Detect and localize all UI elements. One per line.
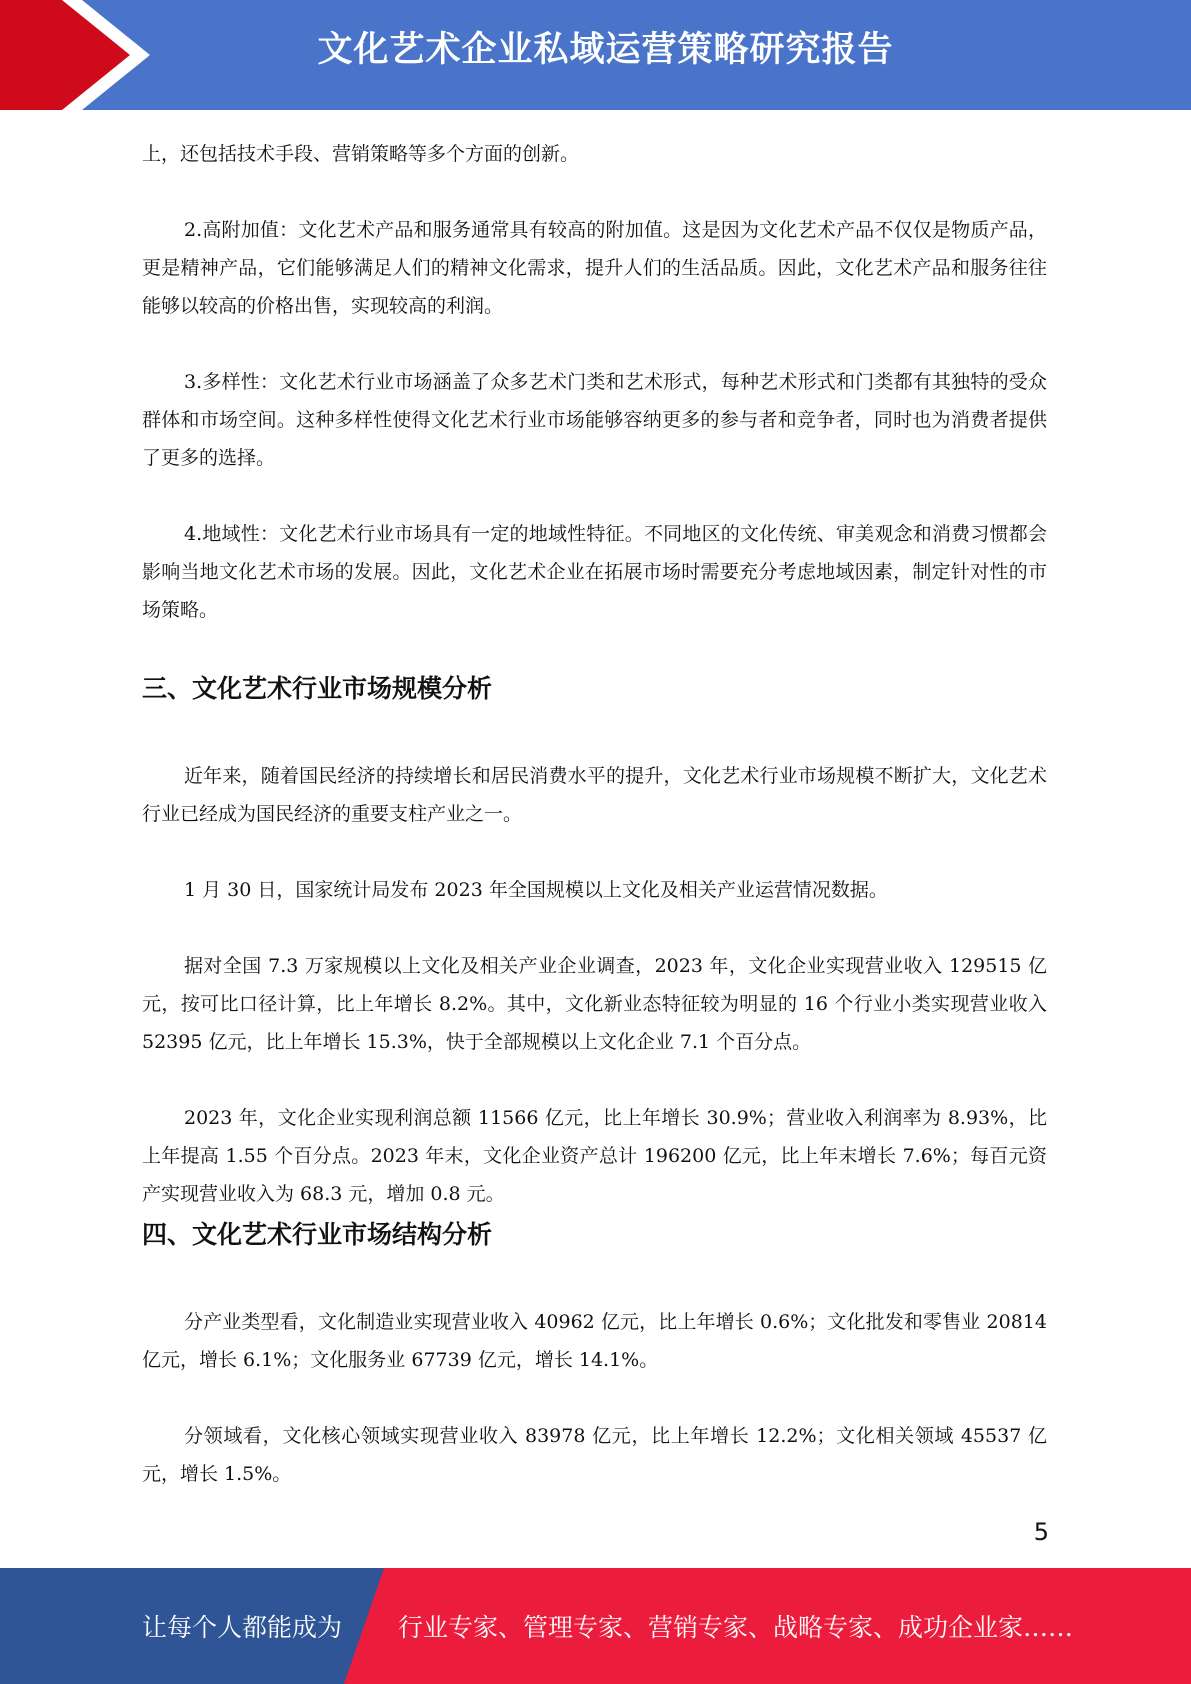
paragraph-high-value: 2.高附加值：文化艺术产品和服务通常具有较高的附加值。这是因为文化艺术产品不仅仅是物质产品，更是精神产品，它们能够满足人们的精神文化需求，提升人们的生活品质。因此，文化艺术产品和服务往往能够以较高的价格出售，实现较高的利润。 <box>142 219 1047 317</box>
report-header <box>0 0 1191 110</box>
paragraph-statistics-release: 1 月 30 日，国家统计局发布 2023 年全国规模以上文化及相关产业运营情况数据。 <box>184 879 888 901</box>
document-body <box>142 135 1047 1493</box>
footer-slogan-left: 让每个人都能成为 <box>142 1613 343 1642</box>
page-number: 5 <box>1033 1518 1049 1546</box>
paragraph-diversity: 3.多样性：文化艺术行业市场涵盖了众多艺术门类和艺术形式，每种艺术形式和门类都有其独特的受众群体和市场空间。这种多样性使得文化艺术行业市场能够容纳更多的参与者和竞争者，同时也为消费者提供了更多的选择。 <box>142 371 1047 469</box>
section-heading-market-size: 三、文化艺术行业市场规模分析 <box>142 674 493 703</box>
paragraph-continuation: 上，还包括技术手段、营销策略等多个方面的创新。 <box>142 143 580 165</box>
paragraph-regional: 4.地域性：文化艺术行业市场具有一定的地域性特征。不同地区的文化传统、审美观念和消费习惯都会影响当地文化艺术市场的发展。因此，文化艺术企业在拓展市场时需要充分考虑地域因素，制定针对性的市场策略。 <box>142 523 1047 621</box>
paragraph-industry-types: 分产业类型看，文化制造业实现营业收入 40962 亿元，比上年增长 0.6%；文化批发和零售业 20814 亿元，增长 6.1%；文化服务业 67739 亿元，增长 14.1%。 <box>142 1311 1047 1371</box>
footer-slogan-right: 行业专家、管理专家、营销专家、战略专家、成功企业家…… <box>398 1613 1074 1642</box>
report-footer <box>0 1568 1191 1684</box>
report-title: 文化艺术企业私域运营策略研究报告 <box>317 30 894 70</box>
paragraph-profit-assets: 2023 年，文化企业实现利润总额 11566 亿元，比上年增长 30.9%；营业收入利润率为 8.93%，比上年提高 1.55 个百分点。2023 年末，文化企业资产总计 196200 亿元，比上年末增长 7.6%；每百元资产实现营业收入为 68.3 元，增加 0.8 元。 <box>142 1107 1047 1205</box>
paragraph-domains: 分领域看，文化核心领域实现营业收入 83978 亿元，比上年增长 12.2%；文化相关领域 45537 亿元，增长 1.5%。 <box>142 1425 1047 1485</box>
section-heading-market-structure: 四、文化艺术行业市场结构分析 <box>142 1220 493 1249</box>
paragraph-revenue-survey: 据对全国 7.3 万家规模以上文化及相关产业企业调查，2023 年，文化企业实现营业收入 129515 亿元，按可比口径计算，比上年增长 8.2%。其中，文化新业态特征较为明显的 16 个行业小类实现营业收入 52395 亿元，比上年增长 15.3%，快于全部规模以上文化企业 7.1 个百分点。 <box>142 955 1047 1053</box>
paragraph-market-growth: 近年来，随着国民经济的持续增长和居民消费水平的提升，文化艺术行业市场规模不断扩大，文化艺术行业已经成为国民经济的重要支柱产业之一。 <box>142 765 1047 825</box>
